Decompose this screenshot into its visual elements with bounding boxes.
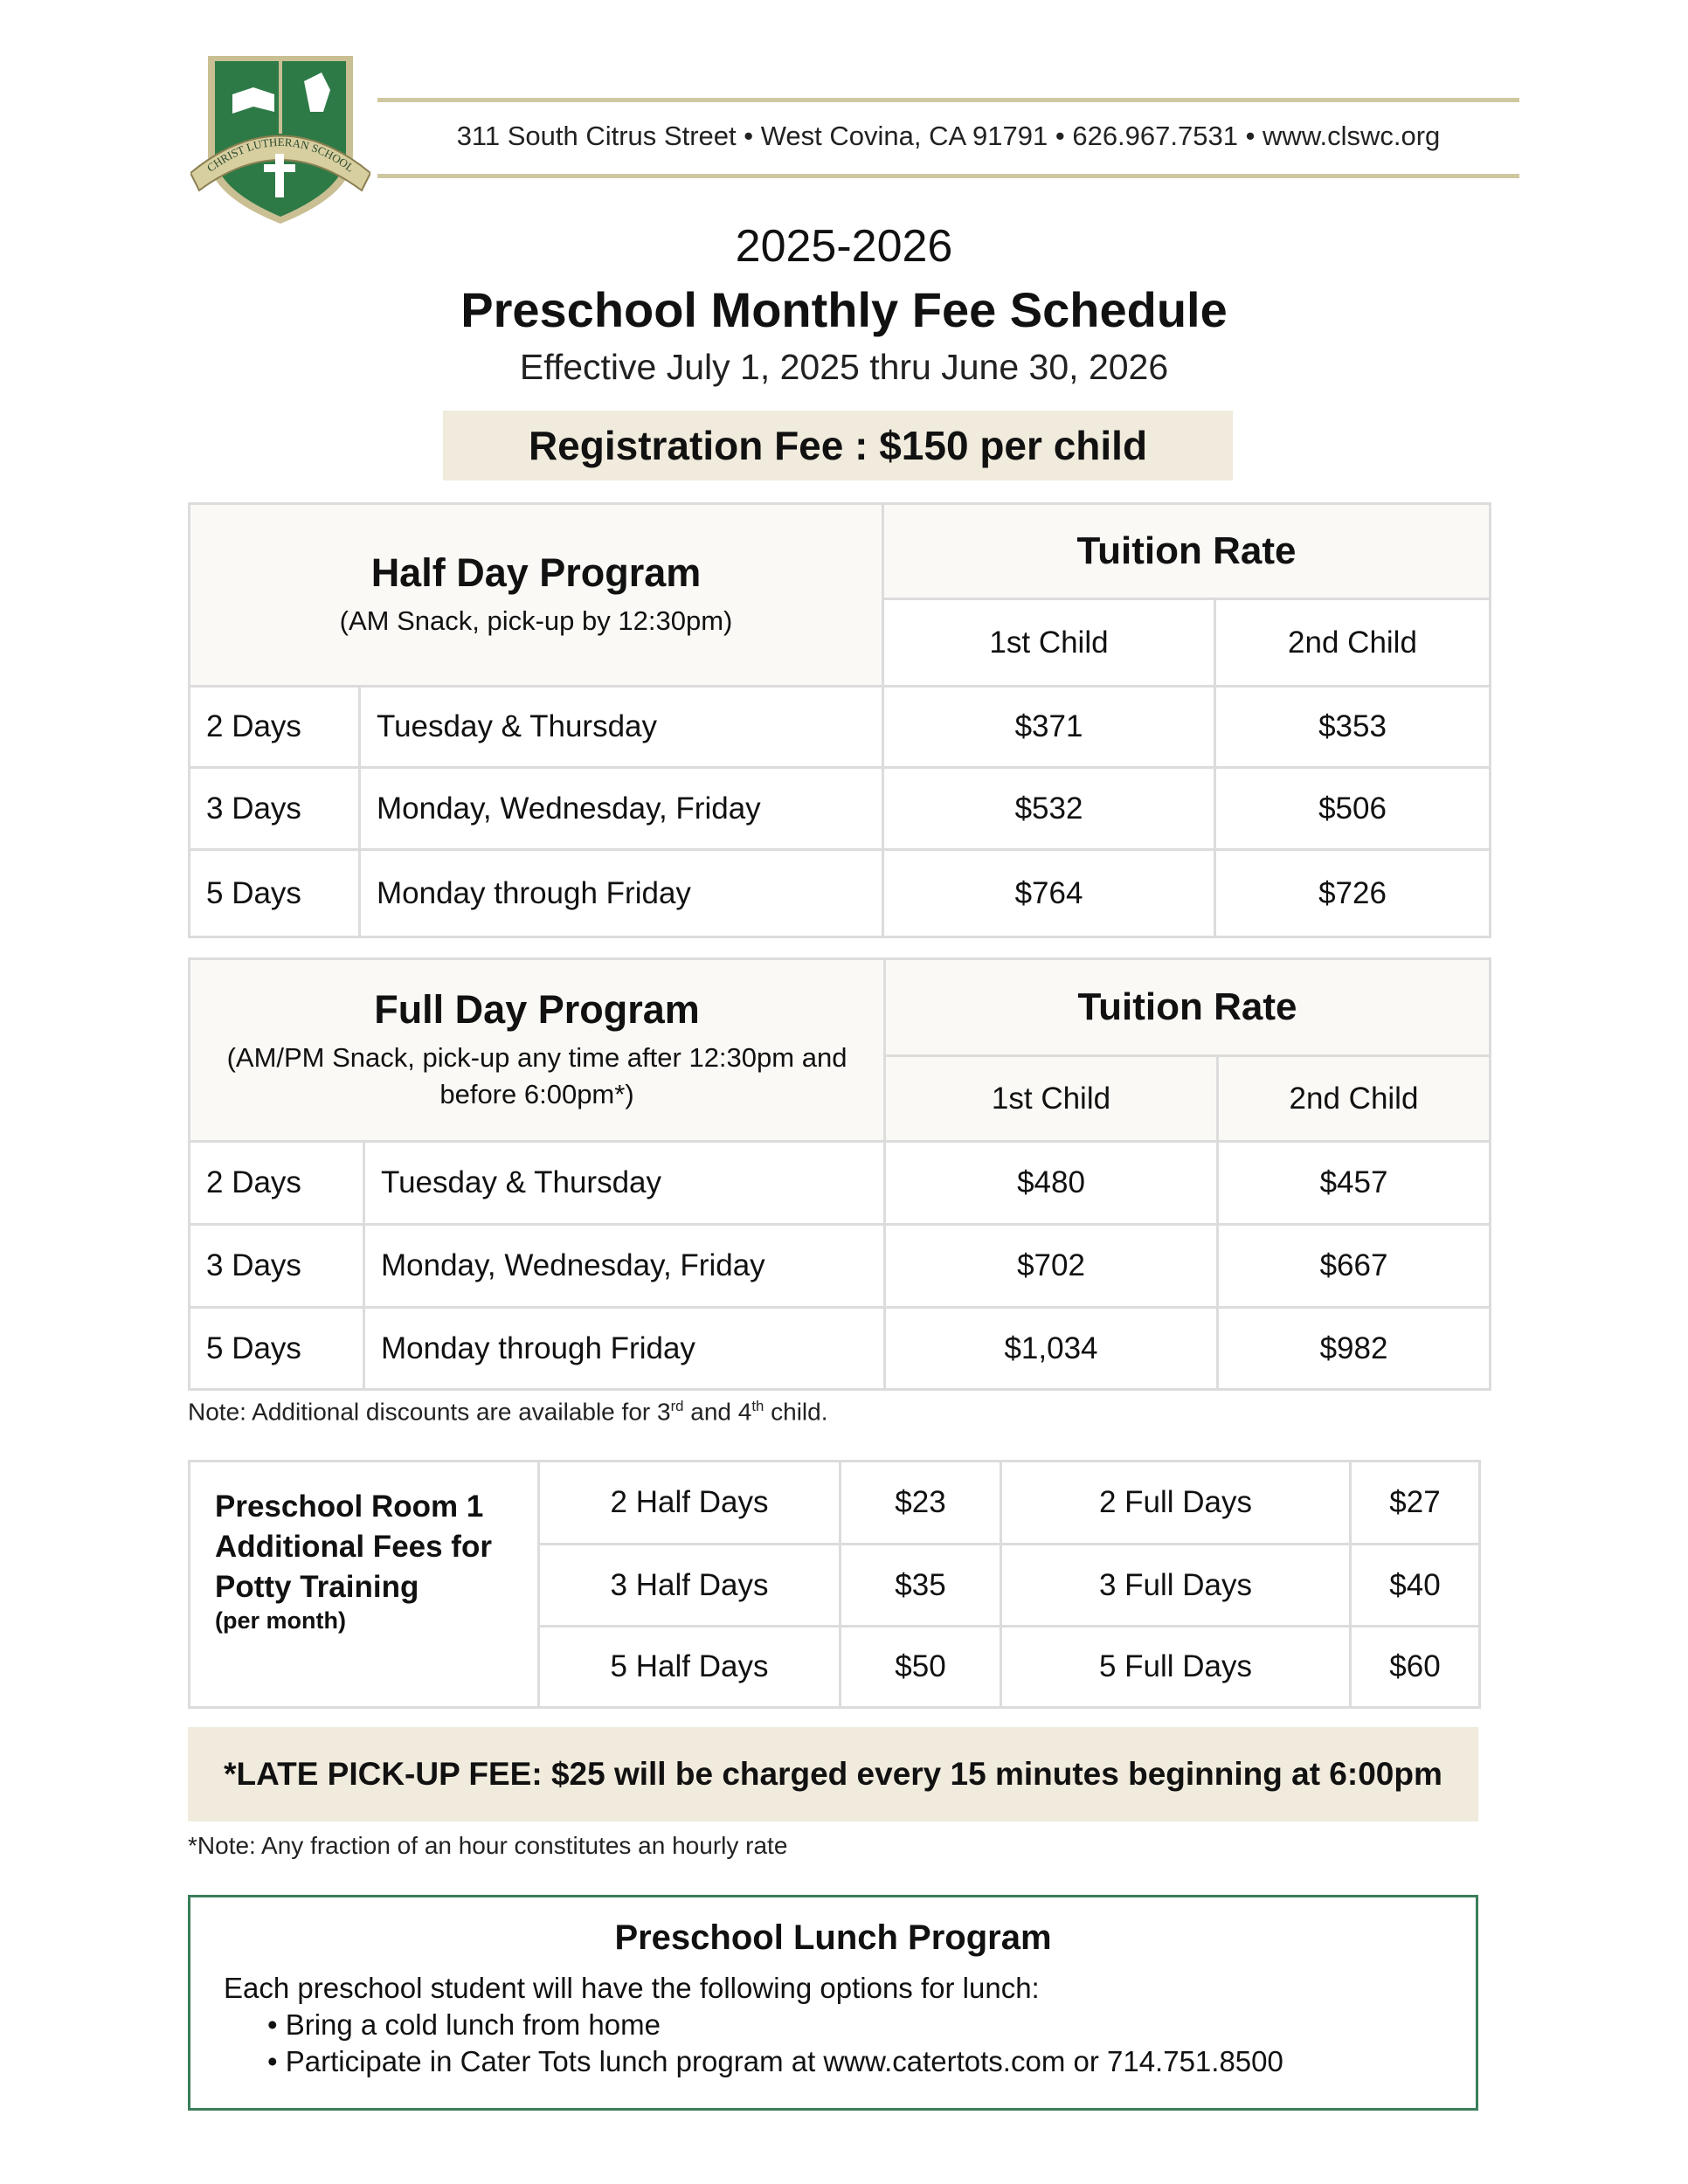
table-row: 2 Days Tuesday & Thursday $371 $353 — [190, 687, 1491, 768]
school-logo — [190, 51, 370, 227]
table-row: 3 Days Monday, Wednesday, Friday $702 $667 — [190, 1225, 1491, 1308]
table-row: Preschool Room 1 Additional Fees for Potty Training (per month) 2 Half Days $23 2 Full Days $27 — [190, 1462, 1480, 1545]
header-rule-top — [377, 98, 1519, 102]
contact-address: 311 South Citrus Street • West Covina, CA 91791 • 626.967.7531 • www.clswc.org — [456, 121, 1441, 151]
second-child-header: 2nd Child — [1218, 1056, 1491, 1142]
lunch-program-box — [188, 1895, 1478, 2111]
lunch-option: • Bring a cold lunch from home — [267, 2008, 661, 2041]
late-pickup-fee: *LATE PICK-UP FEE: $25 will be charged every 15 minutes beginning at 6:00pm — [188, 1727, 1478, 1821]
lunch-option: • Participate in Cater Tots lunch program at www.catertots.com or 714.751.8500 — [267, 2045, 1283, 2077]
second-child-header: 2nd Child — [1215, 599, 1491, 687]
potty-label: Preschool Room 1 Additional Fees for Potty Training (per month) — [190, 1462, 539, 1708]
tuition-rate-header: Tuition Rate — [885, 959, 1491, 1056]
registration-fee: Registration Fee : $150 per child — [443, 411, 1233, 480]
table-row: 3 Half Days $35 3 Full Days $40 — [190, 1545, 1480, 1627]
discount-note: Note: Additional discounts are available for 3rd and 4th child. — [188, 1398, 828, 1426]
program-subtitle: (AM Snack, pick-up by 12:30pm) — [339, 605, 733, 637]
late-fee-note: *Note: Any fraction of an hour constitutes an hourly rate — [188, 1832, 788, 1859]
school-year: 2025-2026 — [735, 221, 953, 272]
half-day-table — [188, 502, 1491, 938]
svg-text:CHRIST LUTHERAN SCHOOL: CHRIST LUTHERAN SCHOOL — [204, 135, 357, 175]
table-row: 5 Days Monday through Friday $764 $726 — [190, 850, 1491, 937]
table-row: 5 Days Monday through Friday $1,034 $982 — [190, 1308, 1491, 1390]
full-day-table — [188, 957, 1491, 1391]
table-row: 2 Days Tuesday & Thursday $480 $457 — [190, 1142, 1491, 1225]
header-rule-bottom — [377, 174, 1519, 178]
lunch-intro: Each preschool student will have the following options for lunch: — [224, 1972, 1040, 2004]
program-name: Half Day Program — [370, 550, 702, 596]
lunch-title: Preschool Lunch Program — [614, 1918, 1052, 1957]
tuition-rate-header: Tuition Rate — [883, 504, 1491, 599]
program-name: Full Day Program — [374, 987, 700, 1033]
potty-training-table — [188, 1460, 1481, 1709]
first-child-header: 1st Child — [885, 1056, 1218, 1142]
page-title: Preschool Monthly Fee Schedule — [460, 282, 1228, 337]
program-subtitle: (AM/PM Snack, pick-up any time after 12:30pm and before 6:00pm*) — [226, 1042, 847, 1109]
effective-dates: Effective July 1, 2025 thru June 30, 2026 — [519, 347, 1169, 387]
half-day-header — [190, 504, 883, 687]
full-day-header — [190, 959, 885, 1142]
table-row: 5 Half Days $50 5 Full Days $60 — [190, 1627, 1480, 1708]
table-row: 3 Days Monday, Wednesday, Friday $532 $506 — [190, 768, 1491, 850]
first-child-header: 1st Child — [883, 599, 1215, 687]
